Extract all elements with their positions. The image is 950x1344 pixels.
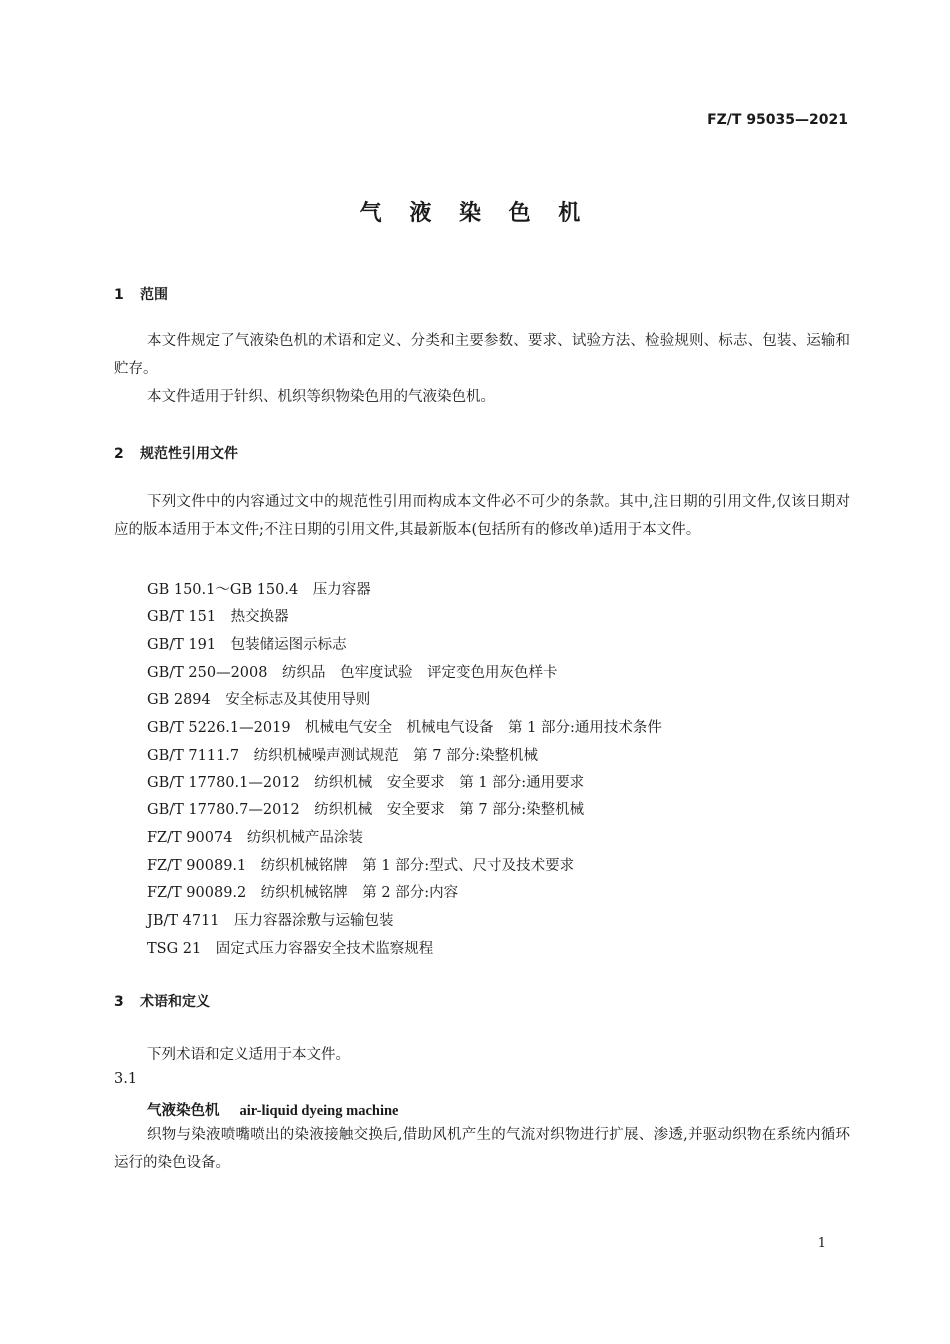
page-number: 1 bbox=[817, 1236, 826, 1251]
section-number: 2 bbox=[114, 446, 124, 462]
reference-item: GB/T 7111.7 纺织机械噪声测试规范 第 7 部分:染整机械 bbox=[147, 748, 538, 764]
section-title: 术语和定义 bbox=[140, 994, 210, 1010]
reference-item: GB/T 250—2008 纺织品 色牢度试验 评定变色用灰色样卡 bbox=[147, 665, 558, 681]
reference-item: TSG 21 固定式压力容器安全技术监察规程 bbox=[147, 941, 434, 957]
scope-paragraph-1: 本文件规定了气液染色机的术语和定义、分类和主要参数、要求、试验方法、检验规则、标志、包装、运输和贮存。 bbox=[114, 333, 850, 377]
reference-item: FZ/T 90089.1 纺织机械铭牌 第 1 部分:型式、尺寸及技术要求 bbox=[147, 858, 575, 874]
term-entry bbox=[147, 1099, 398, 1120]
term-definition: 织物与染液喷嘴喷出的染液接触交换后,借助风机产生的气流对织物进行扩展、渗透,并驱动织物在系统内循环运行的染色设备。 bbox=[114, 1127, 850, 1171]
reference-item: GB 150.1～GB 150.4 压力容器 bbox=[147, 582, 371, 598]
document-title: 气 液 染 色 机 bbox=[359, 201, 591, 226]
reference-item: GB/T 17780.1—2012 纺织机械 安全要求 第 1 部分:通用要求 bbox=[147, 775, 585, 791]
section-heading-normative-refs bbox=[114, 443, 238, 463]
reference-item: JB/T 4711 压力容器涂敷与运输包装 bbox=[147, 913, 394, 929]
terms-intro: 下列术语和定义适用于本文件。 bbox=[147, 1047, 350, 1063]
reference-item: GB/T 151 热交换器 bbox=[147, 609, 289, 625]
section-number: 1 bbox=[114, 287, 124, 303]
reference-item: FZ/T 90074 纺织机械产品涂装 bbox=[147, 830, 363, 846]
section-heading-scope bbox=[114, 284, 168, 304]
term-english: air-liquid dyeing machine bbox=[239, 1103, 399, 1119]
section-title: 规范性引用文件 bbox=[140, 446, 238, 462]
term-entry-number: 3.1 bbox=[114, 1071, 138, 1087]
reference-item: GB 2894 安全标志及其使用导则 bbox=[147, 692, 371, 708]
scope-paragraph-2: 本文件适用于针织、机织等织物染色用的气液染色机。 bbox=[147, 389, 495, 405]
standard-code: FZ/T 95035—2021 bbox=[707, 112, 848, 128]
section-title: 范围 bbox=[140, 287, 168, 303]
section-heading-terms bbox=[114, 991, 210, 1011]
reference-item: GB/T 191 包装储运图示标志 bbox=[147, 637, 347, 653]
term-chinese: 气液染色机 bbox=[147, 1103, 220, 1119]
reference-item: FZ/T 90089.2 纺织机械铭牌 第 2 部分:内容 bbox=[147, 885, 459, 901]
normative-refs-intro: 下列文件中的内容通过文中的规范性引用而构成本文件必不可少的条款。其中,注日期的引用文件,仅该日期对应的版本适用于本文件;不注日期的引用文件,其最新版本(包括所有的修改单)适用于本文件。 bbox=[114, 494, 850, 538]
reference-item: GB/T 17780.7—2012 纺织机械 安全要求 第 7 部分:染整机械 bbox=[147, 802, 585, 818]
section-number: 3 bbox=[114, 994, 124, 1010]
reference-item: GB/T 5226.1—2019 机械电气安全 机械电气设备 第 1 部分:通用技术条件 bbox=[147, 720, 662, 736]
